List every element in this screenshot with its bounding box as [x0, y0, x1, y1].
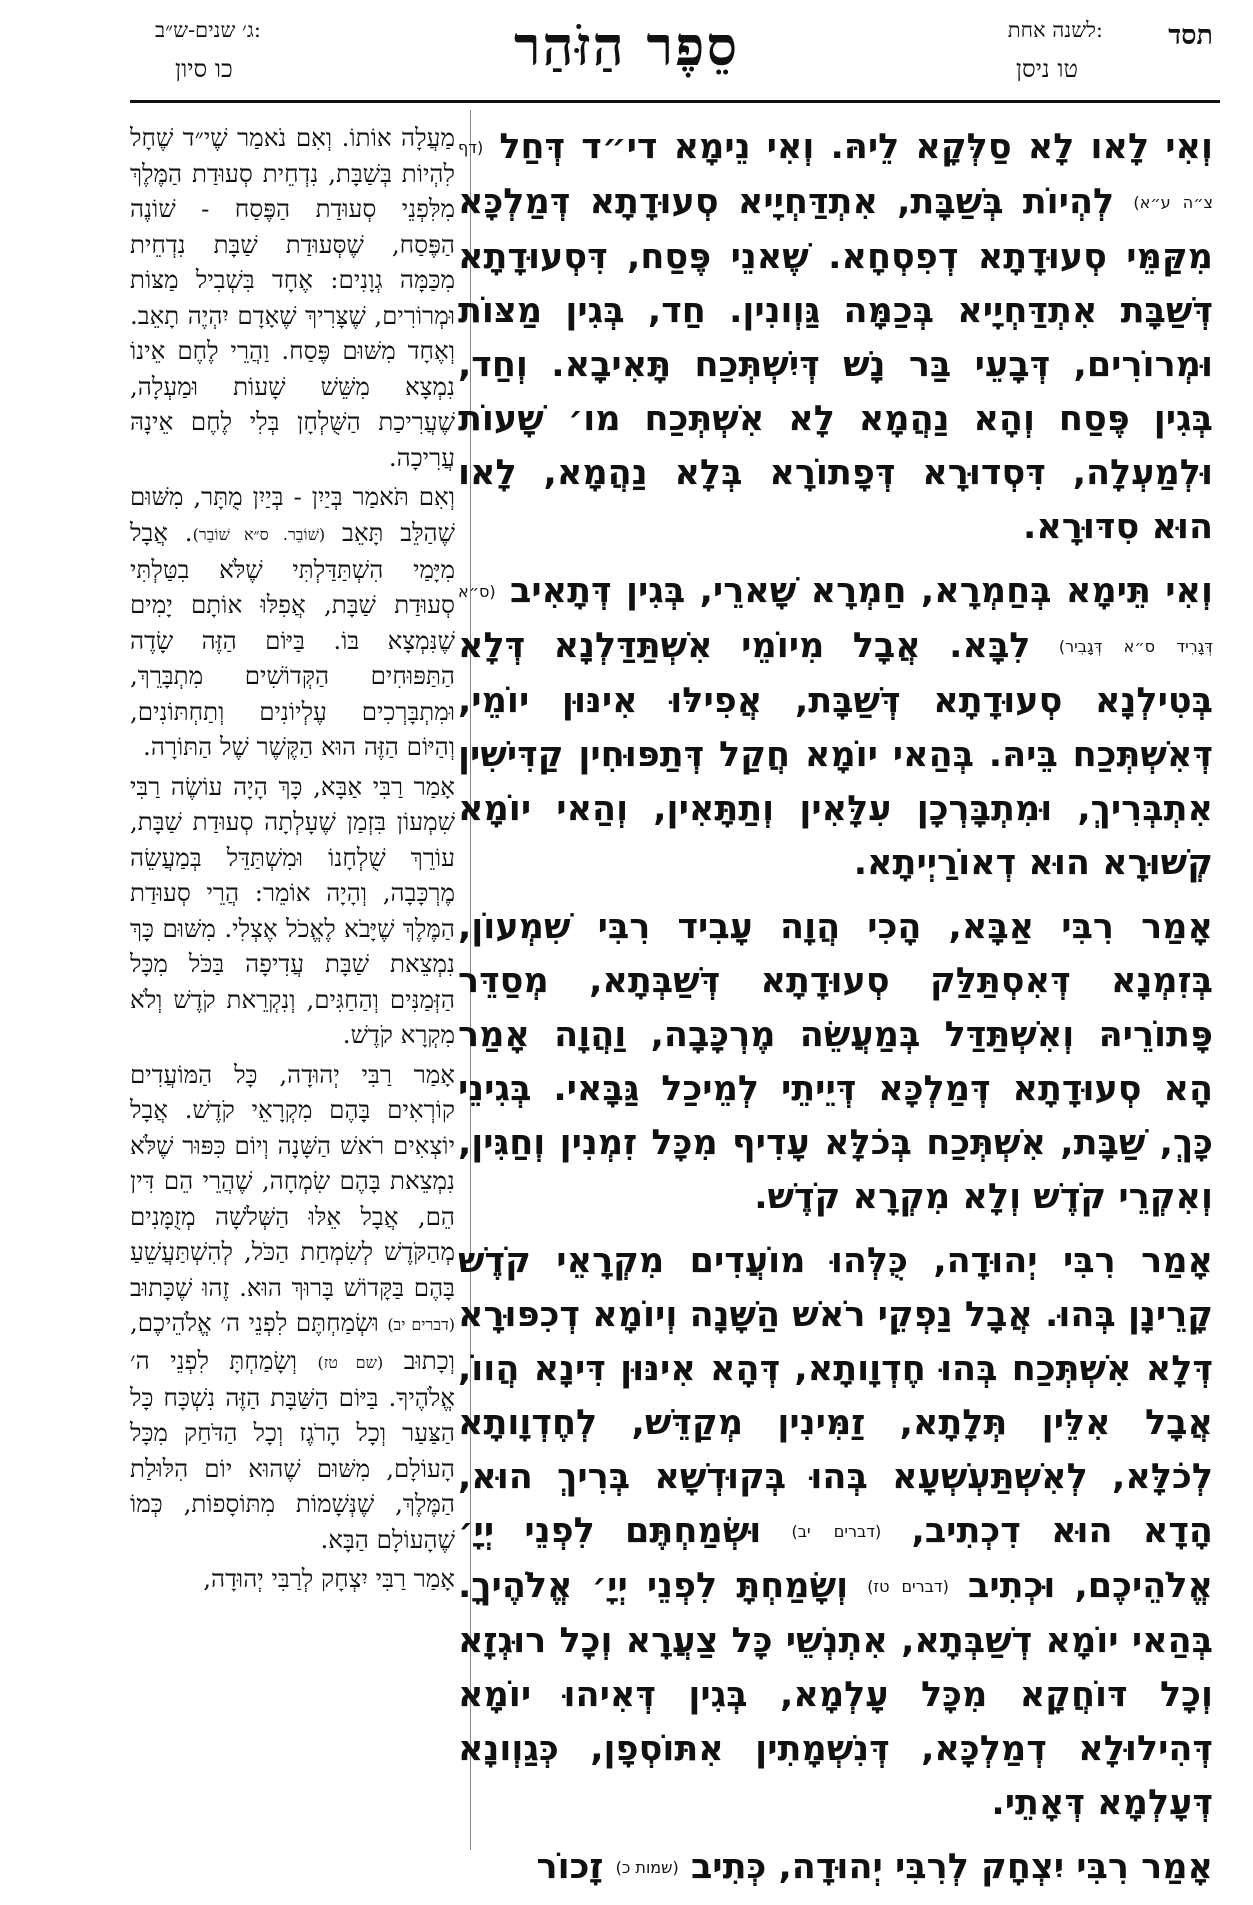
aramaic-text-column	[458, 120, 1213, 1905]
header-rule	[130, 100, 1220, 103]
verse-reference: (דברים יב)	[791, 1522, 882, 1541]
main-text-segment: וּשְׂמַחְתֶּם לִפְנֵי יְיָ׳ אֱלֹהֵיכֶם, וּכְתִיב	[458, 1511, 1214, 1606]
page-reference: (דף צ״ה ע״א)	[458, 138, 1213, 212]
side-paragraph-5	[130, 1561, 455, 1597]
study-date-left: כו סיון	[175, 55, 233, 83]
side-paragraph-2	[130, 479, 455, 765]
verse-reference: (דברים טז)	[867, 1577, 949, 1596]
main-text-segment: לִבָּא. אֲבָל מִיוֹמֵי אִשְׁתַּדַּלְנָא דְּלָא בְּטִילְנָא סְעוּדָתָא דְּשַׁבָּת, אֲפִילּוּ אִינּוּן יוֹמֵי, דְּאִשְׁתְּכַח בֵּיהּ. בְּהַאי יוֹמָא חֲקַל דְּתַפּוּחִין קַדִּישִׁין אִתְבְּרִיךְ, וּמִתְבָּרְכָן עִלָּאִין וְתַתָּאִין, וְהַאי יוֹמָא קְשׁוּרָא הוּא דְאוֹרַיְיתָא.	[458, 626, 1213, 883]
main-text-segment: לְהְיוֹת בְּשַׁבָּת, אִתְדַּחְיָיא סְעוּדָתָא דְּמַלְכָּא מִקַּמֵּי סְעוּדָתָא דְפִסְחָא. שֶׁאנֵי פֶּסַח, דִּסְעוּדָתָא דְּשַׁבָּת אִתְדַּחְיָיא בְּכַמָּה גַּוְונִין. חַד, בְּגִין מַצּוֹת וּמְרוֹרִים, דְּבָעֵי בַּר נָשׁ דְּיִשְׁתְּכַח תָּאִיבָא. וְחַד, בְּגִין פֶּסַח וְהָא נַהֲמָא לָא אִשְׁתְּכַח מו׳ שָׁעוֹת וּלְמַעְלָה, דִּסְדוּרָא דְּפָתוֹרָא בְּלָא נַהֲמָא, לָאו הוּא סִדּוּרָא.	[458, 182, 1213, 547]
study-plan-year: לשנה אחת:	[1007, 18, 1103, 42]
verse-reference: (דברים יב)	[387, 1315, 456, 1334]
side-text-segment: אָמַר רַבִּי יִצְחָק לְרַבִּי יְהוּדָה,	[203, 1564, 455, 1594]
hebrew-translation-column	[130, 120, 455, 1601]
verse-reference: (שמות כ)	[615, 1858, 679, 1877]
variant-reading: (שׁוֹבֵר. ס״א שׁוֹבֵר)	[192, 524, 326, 544]
page-header	[0, 0, 1253, 115]
book-title: סֵפֶר הַזֹּהַר	[513, 14, 740, 78]
side-text-segment: וְאִם תֹּאמַר בְּיַיִן - בְּיַיִן מֻתָּר, מִשּׁוּם שֶׁהַלֵּב תָּאֵב	[130, 482, 455, 547]
side-text-segment: וְשָׂמַחְתָּ לִפְנֵי ה׳ אֱלֹהֶיךָ. בַּיּוֹם הַשַּׁבָּת הַזֶּה נִשְׁכָּח כָּל הַצַּעַר וְכָל הָרֹגֶז וְכָל הַדֹּחַק מִכָּל הָעוֹלָם, מִשּׁוּם שֶׁהוּא יוֹם הִלּוּלַת הַמֶּלֶךְ, שֶׁנְּשָׁמוֹת מִתּוֹסָפוֹת, כְּמוֹ שֶׁהָעוֹלָם הַבָּא.	[130, 1345, 455, 1554]
main-text-segment: אָמַר רִבִּי יִצְחָק לְרִבִּי יְהוּדָה, כְּתִיב	[690, 1847, 1213, 1887]
main-paragraph-4	[458, 1234, 1213, 1830]
side-text-segment: מַעֲלָה אוֹתוֹ. וְאִם נֹאמַר שֶׁי״ד שֶׁחָל לִהְיוֹת בְּשַׁבָּת, נִדְחֵית סְעוּדַת הַמֶּלֶךְ מִלִּפְנֵי סְעוּדַת הַפֶּסַח - שׁוֹנֶה הַפֶּסַח, שֶׁסְּעוּדַת שַׁבָּת נִדְחֵית מִכַּמָּה גְוָנִים: אֶחָד בִּשְׁבִיל מַצּוֹת וּמְרוֹרִים, שֶׁצָּרִיךְ שֶׁאָדָם יִהְיֶה תָאֵב. וְאֶחָד מִשּׁוּם פֶּסַח. וַהֲרֵי לֶחֶם אֵינוֹ נִמְצָא מִשֵּׁשׁ שָׁעוֹת וּמַעְלָה, שֶׁעֲרִיכַת הַשֻּׁלְחָן בְּלִי לֶחֶם אֵינָהּ עֲרִיכָה.	[130, 123, 455, 472]
main-text-segment: וְאִי לָאו לָא סַלְּקָא לֵיהּ. וְאִי נֵימָא די״ד דְּחַל	[499, 127, 1213, 167]
side-text-segment: . אֲבָל מִיָּמַי הִשְׁתַּדַּלְתִּי שֶׁלֹּא בִטַּלְתִּי סְעוּדַת שַׁבָּת, אֲפִלּוּ אוֹתָם יָמִים שֶׁנִּמְצָא בּוֹ. בַּיּוֹם הַזֶּה שָׂדֶה הַתַּפּוּחִים הַקְּדוֹשִׁים מִתְבָּרֵךְ, וּמִתְבָּרְכִים עֶלְיוֹנִים וְתַחְתּוֹנִים, וְהַיּוֹם הַזֶּה הוּא הַקֶּשֶׁר שֶׁל הַתּוֹרָה.	[130, 517, 455, 762]
side-paragraph-3	[130, 769, 455, 1053]
page-number: תסד	[1168, 20, 1213, 51]
side-text-segment: אָמַר רַבִּי יְהוּדָה, כָּל הַמּוֹעֲדִים קוֹרְאִים בָּהֶם מִקְרָאֵי קֹדֶשׁ. אֲבָל יוֹצְאִים רֹאשׁ הַשָּׁנָה וְיוֹם כִּפּוּר שֶׁלֹּא נִמְצֵאת בָּהֶם שִׂמְחָה, שֶׁהֲרֵי הֵם דִּין הֵם, אֲבָל אֵלּוּ הַשְּׁלֹשָׁה מְזֻמָּנִים מְהַקֹּדֶשׁ לְשִׂמְחַת הַכֹּל, לְהִשְׁתַּעֲשֵׁעַ בָּהֶם בַּקָּדוֹשׁ בָּרוּךְ הוּא. זֶהוּ שֶׁכָּתוּב	[130, 1059, 455, 1302]
study-date-right: טו ניסן	[1015, 55, 1078, 83]
main-paragraph-3	[458, 900, 1213, 1224]
main-text-segment: וְשָׂמַחְתָּ לִפְנֵי יְיָ׳ אֱלֹהֶיךָ. בְּהַאי יוֹמָא דְשַׁבְּתָא, אִתְנְשֵׁי כָּל צַעֲרָא וְכָל רוּגְזָא וְכָל דּוֹחֲקָא מִכָּל עָלְמָא, בְּגִין דְּאִיהוּ יוֹמָא דְּהִילוּלָא דְמַלְכָּא, דְּנִשְׁמָתִין אִתּוֹסְפָן, כְּגַוְונָא דְּעָלְמָא דְּאָתֵי.	[458, 1566, 1213, 1823]
main-paragraph-1	[458, 120, 1213, 554]
main-text-segment: אָמַר רִבִּי יְהוּדָה, כֻּלְּהוּ מוֹעֲדִים מִקְרָאֵי קֹדֶשׁ קָרֵינָן בְּהוּ. אֲבָל נַפְקֵי רֹאשׁ הַשָּׁנָה וְיוֹמָא דְכִפּוּרָא דְּלָא אִשְׁתְּכַח בְּהוּ חֶדְוָותָא, דְּהָא אִינּוּן דִּינָא הֲווֹ, אֲבָל אִלֵּין תְּלָתָא, זַמִּינִין מְקַדֵּשׁ, לְחֶדְוָותָא לְכֹלָּא, לְאִשְׁתַּעְשְׁעָא בְּהוּ בְּקוּדְשָׁא בְּרִיךְ הוּא, הָדָא הוּא דִכְתִיב,	[458, 1241, 1213, 1551]
side-text-segment: אָמַר רַבִּי אַבָּא, כָּךְ הָיָה עוֹשֶׂה רַבִּי שִׁמְעוֹן בִּזְמַן שֶׁעָלְתָה סְעוּדַת שַׁבָּת, עוֹרֵךְ שֻׁלְחָנוֹ וּמִשְׁתַּדֵּל בְּמַעֲשֵׂה מֶרְכָּבָה, וְהָיָה אוֹמֵר: הֲרֵי סְעוּדַת הַמֶּלֶךְ שֶׁיָּבֹא לֶאֱכֹל אֶצְלִי. מִשּׁוּם כָּךְ נִמְצֵאת שַׁבָּת עֲדִיפָה בַּכֹּל מִכָּל הַזְּמַנִּים וְהַחַגִּים, וְנִקְרֵאת קֹדֶשׁ וְלֹא מִקְרָא קֹדֶשׁ.	[130, 771, 455, 1050]
main-text-segment: וְאִי תֵּימָא בְּחַמְרָא, חַמְרָא שָׁארֵי, בְּגִין דְּתָאִיב	[510, 571, 1214, 611]
side-paragraph-4	[130, 1057, 455, 1558]
main-text-segment: אָמַר רִבִּי אַבָּא, הָכִי הֲוָה עָבִיד רִבִּי שִׁמְעוֹן, בְּזִמְנָא דְּאִסְתַּלַּק סְעוּדָתָא דְּשַׁבְּתָא, מְסַדֵּר פָּתוֹרֵיהּ וְאִשְׁתַּדַּל בְּמַעֲשֵׂה מֶרְכָּבָה, וַהֲוָה אָמַר הָא סְעוּדָתָא דְּמַלְכָּא דְּיֵיתֵי לְמֵיכַל גַּבָּאי. בְּגִינֵי כָּךְ, שַׁבָּת, אִשְׁתְּכַח בְּכֹלָּא עָדִיף מִכָּל זִמְנִין וְחַגִּין, וְאִקְרֵי קֹדֶשׁ וְלָא מִקְרָא קֹדֶשׁ.	[458, 907, 1213, 1217]
side-text-segment: וּשְׂמַחְתֶּם לִפְנֵי ה׳ אֱלֹהֵיכֶם, וְכָתוּב	[130, 1308, 455, 1375]
variant-reading: (ס״א דְּגָרִיד ס״א דְּגָבִיר)	[458, 582, 1214, 656]
side-paragraph-1	[130, 120, 455, 475]
verse-reference: (שם טז)	[317, 1352, 384, 1372]
main-text-segment: זָכוֹר	[536, 1847, 604, 1887]
study-plan-range: ג׳ שנים-ש״ב:	[155, 18, 261, 42]
main-paragraph-5	[458, 1840, 1213, 1895]
main-paragraph-2	[458, 564, 1213, 890]
